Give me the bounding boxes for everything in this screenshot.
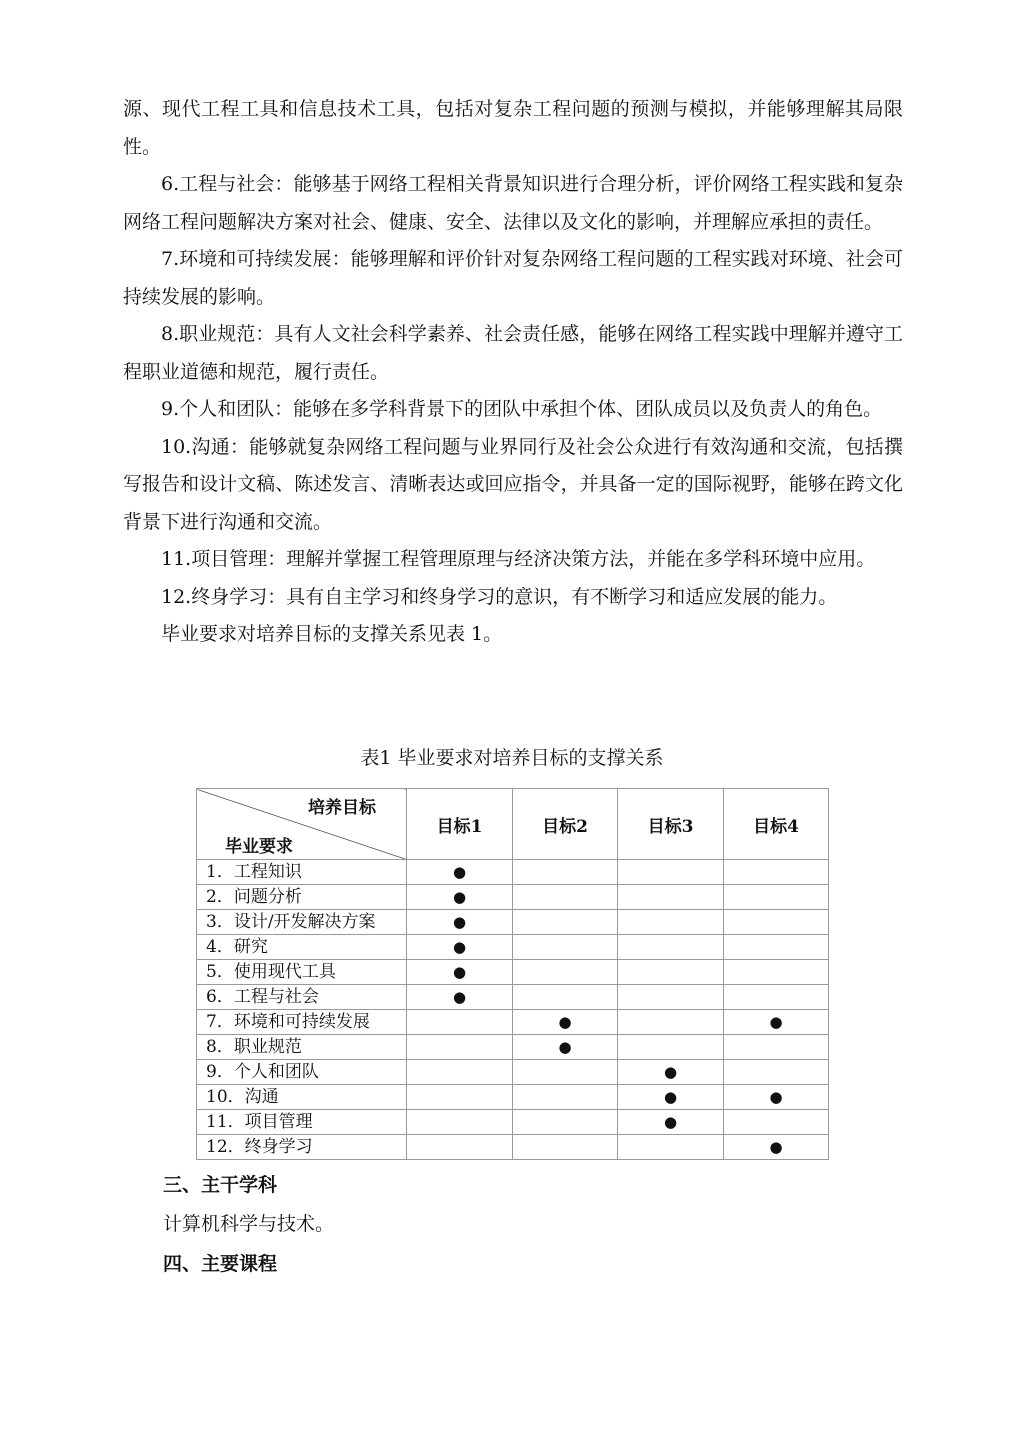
support-cell-goal-3 [618,1010,724,1035]
support-cell-goal-4 [724,935,829,960]
table-header-row [197,789,829,860]
column-header-goal-1: 目标1 [407,789,513,860]
table-row [197,935,829,960]
support-cell-goal-4 [724,1085,829,1110]
support-cell-goal-2 [513,1035,618,1060]
support-cell-goal-2 [513,985,618,1010]
support-relation-table [196,788,829,1160]
table-caption: 表1 毕业要求对培养目标的支撑关系 [360,747,664,769]
paragraph-table-reference: 毕业要求对培养目标的支撑关系见表 1。 [161,623,503,645]
requirement-label: 3．设计/开发解决方案 [197,910,407,935]
support-cell-goal-3 [618,935,724,960]
corner-label-requirements: 毕业要求 [225,837,293,857]
support-cell-goal-4 [724,860,829,885]
requirement-label: 9．个人和团队 [197,1060,407,1085]
support-dot-icon: ● [769,1013,783,1031]
support-dot-icon: ● [769,1138,783,1156]
paragraph-requirement-9: 9.个人和团队：能够在多学科背景下的团队中承担个体、团队成员以及负责人的角色。 [161,398,883,420]
support-cell-goal-1 [407,910,513,935]
table-corner-cell [197,789,407,860]
support-cell-goal-1 [407,1035,513,1060]
support-cell-goal-4 [724,960,829,985]
column-header-goal-2: 目标2 [513,789,618,860]
support-cell-goal-1 [407,1060,513,1085]
requirement-label: 5．使用现代工具 [197,960,407,985]
requirement-label: 6．工程与社会 [197,985,407,1010]
support-cell-goal-2 [513,960,618,985]
table-row [197,985,829,1010]
table-body [197,860,829,1160]
support-dot-icon: ● [452,913,467,931]
table-row [197,910,829,935]
support-cell-goal-3 [618,985,724,1010]
support-cell-goal-1 [407,985,513,1010]
support-cell-goal-1 [407,1110,513,1135]
support-dot-icon: ● [558,1013,572,1031]
support-cell-goal-4 [724,1135,829,1160]
paragraph-requirement-8: 8.职业规范：具有人文社会科学素养、社会责任感，能够在网络工程实践中理解并遵守工程职业道德和规范，履行责任。 [123,323,903,383]
column-header-goal-3: 目标3 [618,789,724,860]
support-cell-goal-3 [618,1060,724,1085]
support-cell-goal-4 [724,885,829,910]
paragraph-requirement-10: 10.沟通：能够就复杂网络工程问题与业界同行及社会公众进行有效沟通和交流，包括撰写报告和设计文稿、陈述发言、清晰表达或回应指令，并具备一定的国际视野，能够在跨文化背景下进行沟通和交流。 [123,435,903,533]
requirement-label: 7．环境和可持续发展 [197,1010,407,1035]
paragraph-continuation: 源、现代工程工具和信息技术工具，包括对复杂工程问题的预测与模拟，并能够理解其局限性。 [123,98,903,158]
table-row [197,1110,829,1135]
requirement-label: 2．问题分析 [197,885,407,910]
paragraph-requirement-11: 11.项目管理：理解并掌握工程管理原理与经济决策方法，并能在多学科环境中应用。 [161,548,876,570]
support-cell-goal-1 [407,960,513,985]
support-dot-icon: ● [769,1088,783,1106]
support-dot-icon: ● [558,1038,572,1056]
requirement-label: 12．终身学习 [197,1135,407,1160]
support-cell-goal-4 [724,1060,829,1085]
column-header-goal-4: 目标4 [724,789,829,860]
main-subject-text: 计算机科学与技术。 [163,1213,335,1235]
requirement-label: 4．研究 [197,935,407,960]
table-row [197,1135,829,1160]
table-row [197,885,829,910]
support-cell-goal-2 [513,1085,618,1110]
support-cell-goal-1 [407,860,513,885]
support-cell-goal-2 [513,1010,618,1035]
support-cell-goal-3 [618,960,724,985]
table-row [197,1085,829,1110]
support-dot-icon: ● [452,863,467,881]
support-cell-goal-4 [724,1010,829,1035]
table-row [197,1060,829,1085]
support-cell-goal-1 [407,935,513,960]
section-heading-main-subject: 三、主干学科 [163,1174,278,1196]
support-cell-goal-2 [513,860,618,885]
support-cell-goal-2 [513,910,618,935]
support-dot-icon: ● [452,888,467,906]
table-row [197,1010,829,1035]
support-cell-goal-3 [618,885,724,910]
support-dot-icon: ● [663,1113,678,1131]
support-cell-goal-3 [618,910,724,935]
support-cell-goal-4 [724,1035,829,1060]
support-dot-icon: ● [452,938,467,956]
requirement-label: 11．项目管理 [197,1110,407,1135]
requirements-text-block [123,91,903,654]
support-dot-icon: ● [452,988,467,1006]
table-row [197,1035,829,1060]
requirement-label: 10．沟通 [197,1085,407,1110]
support-cell-goal-2 [513,935,618,960]
support-cell-goal-1 [407,1010,513,1035]
support-cell-goal-3 [618,1135,724,1160]
support-cell-goal-1 [407,1135,513,1160]
support-cell-goal-2 [513,885,618,910]
corner-label-goals: 培养目标 [308,798,376,818]
support-cell-goal-3 [618,1035,724,1060]
support-cell-goal-4 [724,910,829,935]
support-cell-goal-2 [513,1135,618,1160]
support-cell-goal-4 [724,1110,829,1135]
support-dot-icon: ● [663,1088,678,1106]
paragraph-requirement-12: 12.终身学习：具有自主学习和终身学习的意识，有不断学习和适应发展的能力。 [161,585,838,608]
support-cell-goal-2 [513,1060,618,1085]
support-cell-goal-3 [618,860,724,885]
table-row [197,860,829,885]
paragraph-requirement-7: 7.环境和可持续发展：能够理解和评价针对复杂网络工程问题的工程实践对环境、社会可持续发展的影响。 [123,248,903,308]
support-dot-icon: ● [663,1063,678,1081]
support-dot-icon: ● [452,963,467,981]
table-row [197,960,829,985]
support-cell-goal-3 [618,1110,724,1135]
support-cell-goal-3 [618,1085,724,1110]
section-heading-main-courses: 四、主要课程 [163,1253,278,1275]
support-cell-goal-2 [513,1110,618,1135]
requirement-label: 1．工程知识 [197,860,407,885]
support-cell-goal-1 [407,1085,513,1110]
paragraph-requirement-6: 6.工程与社会：能够基于网络工程相关背景知识进行合理分析，评价网络工程实践和复杂网络工程问题解决方案对社会、健康、安全、法律以及文化的影响，并理解应承担的责任。 [123,173,903,233]
support-cell-goal-1 [407,885,513,910]
support-cell-goal-4 [724,985,829,1010]
requirement-label: 8．职业规范 [197,1035,407,1060]
